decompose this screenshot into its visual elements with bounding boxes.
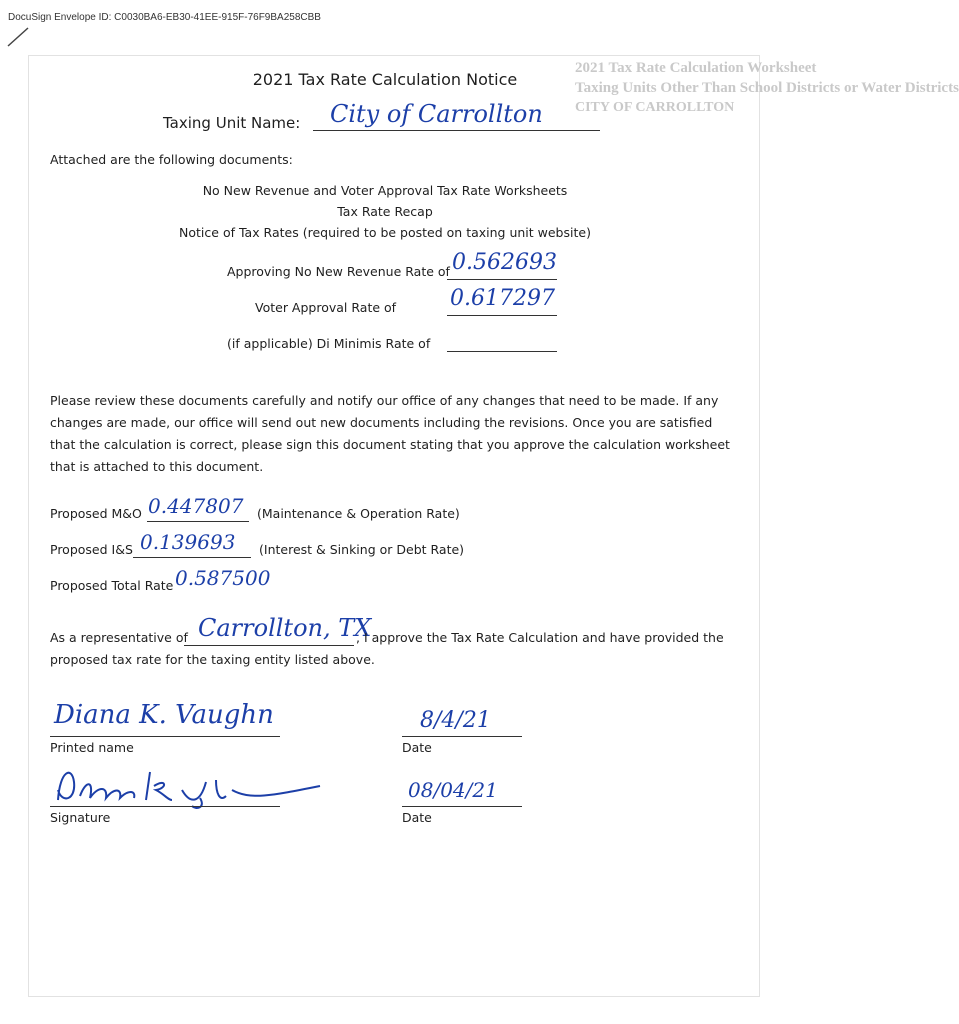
representative-suffix: , I approve the Tax Rate Calculation and have provided the bbox=[356, 630, 724, 645]
proposed-mo-note: (Maintenance & Operation Rate) bbox=[257, 506, 460, 521]
proposed-total-value: 0.587500 bbox=[175, 566, 271, 590]
printed-name-value: Diana K. Vaughn bbox=[54, 700, 274, 730]
date2-label: Date bbox=[402, 810, 432, 825]
document-item-worksheets: No New Revenue and Voter Approval Tax Rate Worksheets bbox=[202, 183, 568, 198]
proposed-is-value: 0.139693 bbox=[140, 530, 236, 554]
representative-prefix: As a representative of bbox=[50, 630, 188, 645]
taxing-unit-value: City of Carrollton bbox=[330, 100, 543, 128]
date2-value: 08/04/21 bbox=[408, 778, 498, 802]
background-form-title-3: CITY OF CARROLLTON bbox=[575, 100, 735, 115]
date1-line bbox=[402, 736, 522, 737]
taxing-unit-label: Taxing Unit Name: bbox=[163, 114, 301, 132]
notice-title: 2021 Tax Rate Calculation Notice bbox=[252, 70, 518, 89]
review-paragraph: Please review these documents carefully and notify our office of any changes that need to be made. If any changes are made, our office will send out new documents including the revisions. Once you are satisfied that the calculation is correct, please sign this document stating that you approve the calculation worksheet that is attached to this document. bbox=[50, 393, 730, 474]
background-form-title-2: Taxing Units Other Than School Districts or Water Districts bbox=[575, 80, 959, 96]
printed-name-label: Printed name bbox=[50, 740, 134, 755]
document-item-notice: Notice of Tax Rates (required to be posted on taxing unit website) bbox=[179, 225, 591, 240]
proposed-mo-value: 0.447807 bbox=[148, 494, 244, 518]
de-minimis-label: (if applicable) Di Minimis Rate of bbox=[227, 336, 431, 351]
proposed-is-line bbox=[133, 557, 251, 558]
no-new-revenue-label: Approving No New Revenue Rate of bbox=[227, 264, 450, 279]
background-form-title-1: 2021 Tax Rate Calculation Worksheet bbox=[575, 60, 817, 76]
representative-line bbox=[184, 645, 354, 646]
voter-approval-line bbox=[447, 315, 557, 316]
attached-label: Attached are the following documents: bbox=[50, 152, 293, 167]
printed-name-line bbox=[50, 736, 280, 737]
signature-mark bbox=[50, 760, 330, 810]
proposed-is-label: Proposed I&S bbox=[50, 542, 133, 557]
document-item-recap: Tax Rate Recap bbox=[337, 204, 433, 219]
proposed-total-label: Proposed Total Rate bbox=[50, 578, 174, 593]
voter-approval-label: Voter Approval Rate of bbox=[255, 300, 397, 315]
representative-line2: proposed tax rate for the taxing entity listed above. bbox=[50, 652, 375, 667]
envelope-id: DocuSign Envelope ID: C0030BA6-EB30-41EE-915F-76F9BA258CBB bbox=[8, 12, 321, 23]
proposed-is-note: (Interest & Sinking or Debt Rate) bbox=[259, 542, 465, 557]
signature-line bbox=[50, 806, 280, 807]
signature-label: Signature bbox=[50, 810, 111, 825]
proposed-mo-line bbox=[147, 521, 249, 522]
date1-label: Date bbox=[402, 740, 432, 755]
date2-line bbox=[402, 806, 522, 807]
no-new-revenue-line bbox=[447, 279, 557, 280]
pen-mark-icon bbox=[6, 26, 32, 48]
voter-approval-value: 0.617297 bbox=[450, 286, 555, 311]
proposed-mo-label: Proposed M&O bbox=[50, 506, 142, 521]
representative-entity: Carrollton, TX bbox=[198, 614, 372, 642]
taxing-unit-line bbox=[313, 130, 600, 131]
de-minimis-line bbox=[447, 351, 557, 352]
no-new-revenue-value: 0.562693 bbox=[452, 250, 557, 275]
date1-value: 8/4/21 bbox=[420, 708, 491, 733]
